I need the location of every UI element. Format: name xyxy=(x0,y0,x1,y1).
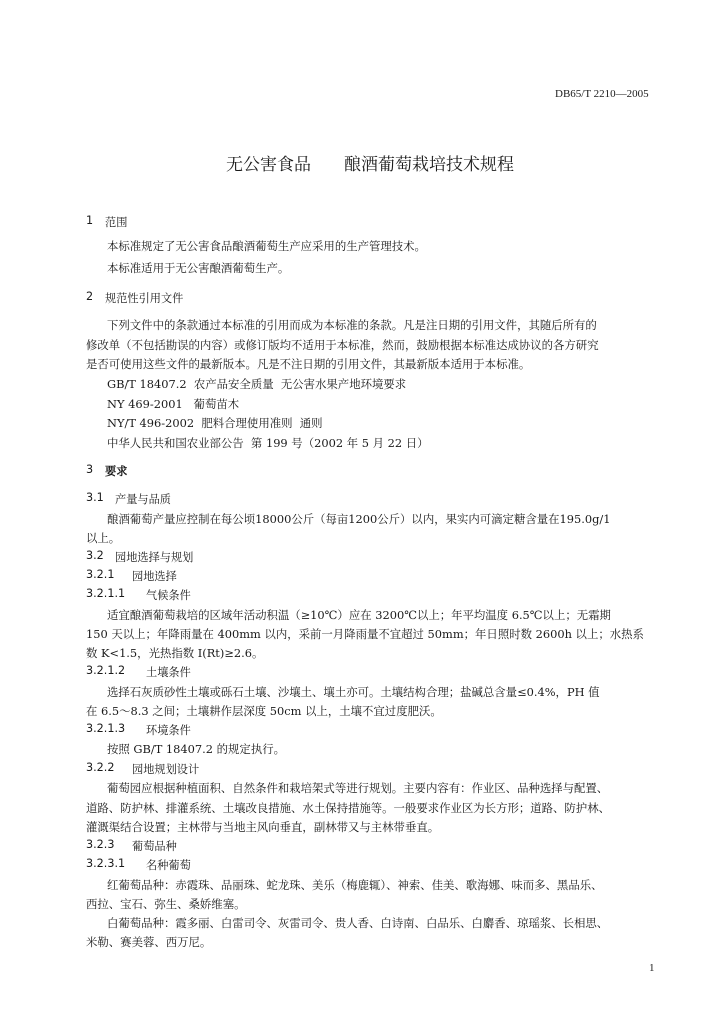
subsection-number: 3.2.2 xyxy=(86,761,115,774)
paragraph: 本标准规定了无公害食品酿酒葡萄生产应采用的生产管理技术。 xyxy=(107,239,426,253)
paragraph-line: 适宜酿酒葡萄栽培的区域年活动积温（≥10℃）应在 3200℃以上；年平均温度 6.5℃以上；无霜期 xyxy=(107,608,611,622)
paragraph-line: 白葡萄品种：霞多丽、白雷司令、灰雷司令、贵人香、白诗南、白品乐、白麝香、琼瑶浆、长相思、 xyxy=(107,916,609,930)
section-1-number: 1 xyxy=(86,214,94,227)
subsection-number: 3.2.1.2 xyxy=(86,664,126,677)
paragraph-line: 灌溉渠结合设置；主林带与当地主风向垂直，副林带又与主林带垂直。 xyxy=(86,820,440,834)
paragraph-line: 下列文件中的条款通过本标准的引用而成为本标准的条款。凡是注日期的引用文件，其随后所有的 xyxy=(107,318,597,332)
section-2-number: 2 xyxy=(86,290,94,303)
paragraph-line: 150 天以上；年降雨量在 400mm 以内，采前一月降雨量不宜超过 50mm；年日照时数 2600h 以上；水热系 xyxy=(86,627,644,641)
paragraph: 本标准适用于无公害酿酒葡萄生产。 xyxy=(107,261,290,275)
section-2-title: 规范性引用文件 xyxy=(105,292,184,305)
paragraph-line: 米勒、赛美蓉、西万尼。 xyxy=(86,935,212,949)
reference-item: 中华人民共和国农业部公告 第 199 号（2002 年 5 月 22 日） xyxy=(107,436,429,450)
paragraph-line: 按照 GB/T 18407.2 的规定执行。 xyxy=(107,742,285,756)
section-3-title: 要求 xyxy=(105,465,128,478)
reference-item: NY 469-2001 葡萄苗木 xyxy=(107,397,240,411)
subsection-number: 3.2.1 xyxy=(86,568,115,581)
page-number: 1 xyxy=(649,962,655,974)
subsection-number: 3.2.3.1 xyxy=(86,857,126,870)
paragraph-line: 葡萄园应根据种植面积、自然条件和栽培架式等进行规划。主要内容有：作业区、品种选择与配置、 xyxy=(107,781,609,795)
subsection-number: 3.2 xyxy=(86,549,104,562)
paragraph-line: 道路、防护林、排灌系统、土壤改良措施、水土保持措施等。一般要求作业区为长方形；道路、防护林、 xyxy=(86,801,610,815)
subsection-number: 3.1 xyxy=(86,491,104,504)
subsection-title: 园地选择与规划 xyxy=(115,551,194,564)
paragraph-line: 在 6.5～8.3 之间；土壤耕作层深度 50cm 以上，土壤不宜过度肥沃。 xyxy=(86,704,442,718)
section-3-number: 3 xyxy=(86,463,94,476)
subsection-title: 土壤条件 xyxy=(146,666,191,679)
subsection-number: 3.2.1.1 xyxy=(86,587,126,600)
title-main: 无公害食品 xyxy=(226,155,311,175)
title-sub: 酿酒葡萄栽培技术规程 xyxy=(344,155,514,175)
subsection-title: 产量与品质 xyxy=(115,493,171,506)
paragraph-line: 西拉、宝石、弥生、桑娇维塞。 xyxy=(86,897,246,911)
subsection-title: 园地选择 xyxy=(132,570,177,583)
section-1-title: 范围 xyxy=(105,216,128,229)
paragraph-line: 酿酒葡萄产量应控制在每公顷18000公斤（每亩1200公斤）以内，果实内可滴定糖含量在195.0g/1 xyxy=(107,512,611,526)
document-id: DB65/T 2210—2005 xyxy=(555,88,649,100)
paragraph-line: 修改单（不包括勘误的内容）或修订版均不适用于本标准，然而，鼓励根据本标准达成协议的各方研究 xyxy=(86,338,599,352)
paragraph-line: 红葡萄品种：赤霞珠、品丽珠、蛇龙珠、美乐（梅鹿辄）、神索、佳美、歌海娜、味而多、黑品乐、 xyxy=(107,878,603,892)
reference-item: GB/T 18407.2 农产品安全质量 无公害水果产地环境要求 xyxy=(107,377,407,391)
paragraph-line: 以上。 xyxy=(86,531,121,545)
subsection-number: 3.2.1.3 xyxy=(86,722,126,735)
subsection-title: 名种葡萄 xyxy=(146,859,191,872)
subsection-title: 气候条件 xyxy=(146,589,191,602)
paragraph-line: 选择石灰质砂性土壤或砾石土壤、沙壤土、壤土亦可。土壤结构合理；盐碱总含量≤0.4%，PH 值 xyxy=(107,685,600,699)
subsection-title: 环境条件 xyxy=(146,724,191,737)
subsection-number: 3.2.3 xyxy=(86,838,115,851)
paragraph-line: 是否可使用这些文件的最新版本。凡是不注日期的引用文件，其最新版本适用于本标准。 xyxy=(86,357,531,371)
paragraph-line: 数 K<1.5，光热指数 I(Rt)≥2.6。 xyxy=(86,646,264,660)
reference-item: NY/T 496-2002 肥料合理使用准则 通则 xyxy=(107,416,323,430)
subsection-title: 葡萄品种 xyxy=(132,840,177,853)
subsection-title: 园地规划设计 xyxy=(132,763,200,776)
